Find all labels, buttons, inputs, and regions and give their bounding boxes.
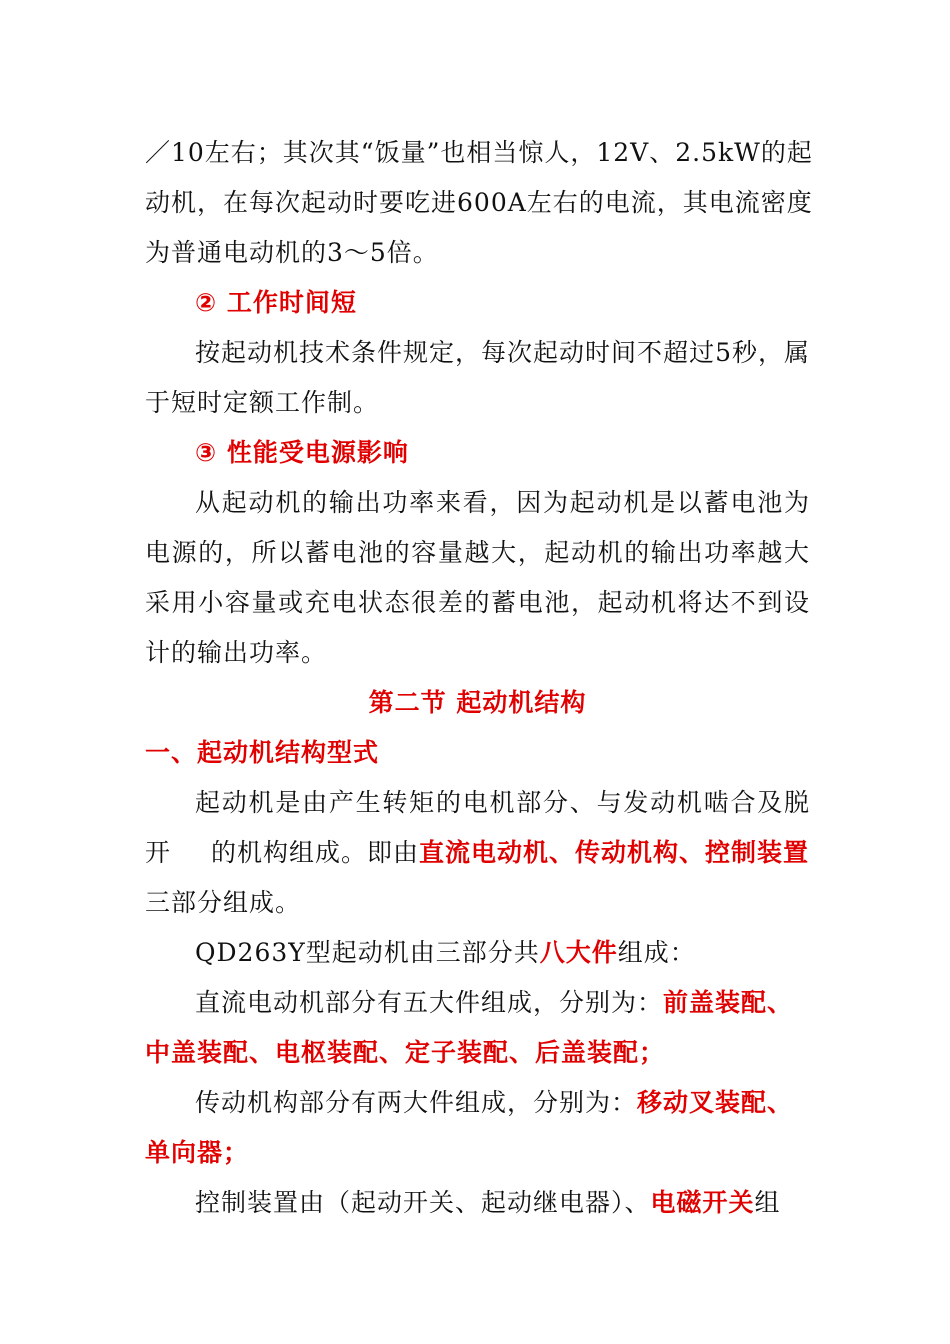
highlight-text: 前盖装配、	[663, 988, 794, 1017]
highlight-text: 电磁开关	[650, 1188, 755, 1217]
highlight-text: 直流电动机、传动机构、控制装置	[419, 838, 810, 867]
text-run: 组	[754, 1188, 781, 1217]
text-run: 传动机构部分有两大件组成，分别为：	[195, 1088, 638, 1117]
paragraph-line: 按起动机技术条件规定，每次起动时间不超过5秒，属	[195, 338, 810, 367]
paragraph-line	[145, 1178, 810, 1228]
text-run: QD263Y型起动机由三部分共	[195, 938, 540, 967]
paragraph-line: 单向器；	[145, 1138, 250, 1167]
paragraph-line: 于短时定额工作制。	[145, 388, 380, 417]
text-run: 控制装置由（起动开关、起动继电器）、	[195, 1188, 651, 1217]
subheading-power-source: ③ 性能受电源影响	[195, 438, 409, 467]
section-title: 第二节 起动机结构	[368, 688, 587, 717]
paragraph-line: 计的输出功率。	[145, 638, 328, 667]
text-run: 组成：	[617, 938, 696, 967]
paragraph-line: 起动机是由产生转矩的电机部分、与发动机啮合及脱	[195, 788, 810, 817]
highlight-text: 八大件	[539, 938, 618, 967]
text-run: 开	[145, 838, 172, 867]
document-page	[145, 128, 813, 1228]
paragraph-line	[145, 978, 810, 1028]
text-run: 直流电动机部分有五大件组成，分别为：	[195, 988, 664, 1017]
paragraph-line	[145, 828, 810, 878]
paragraph-line	[145, 1078, 810, 1128]
highlight-text: 移动叉装配、	[637, 1088, 794, 1117]
paragraph-line: 三部分组成。	[145, 888, 302, 917]
text-run: 的机构组成。即由	[211, 838, 420, 867]
paragraph-line: 采用小容量或充电状态很差的蓄电池，起动机将达不到设	[145, 588, 810, 617]
paragraph-line: ／10左右；其次其“饭量”也相当惊人，12V、2.5kW的起	[145, 138, 813, 167]
paragraph-line: 从起动机的输出功率来看，因为起动机是以蓄电池为	[195, 488, 810, 517]
paragraph-line: 中盖装配、电枢装配、定子装配、后盖装配；	[145, 1038, 666, 1067]
subheading-work-time: ② 工作时间短	[195, 288, 357, 317]
paragraph-line: 电源的，所以蓄电池的容量越大，起动机的输出功率越大	[145, 538, 810, 567]
paragraph-line: 动机，在每次起动时要吃进600A左右的电流，其电流密度	[145, 188, 813, 217]
section-heading: 一、起动机结构型式	[145, 738, 380, 767]
paragraph-line: 为普通电动机的3～5倍。	[145, 238, 439, 267]
paragraph-line	[145, 928, 810, 978]
